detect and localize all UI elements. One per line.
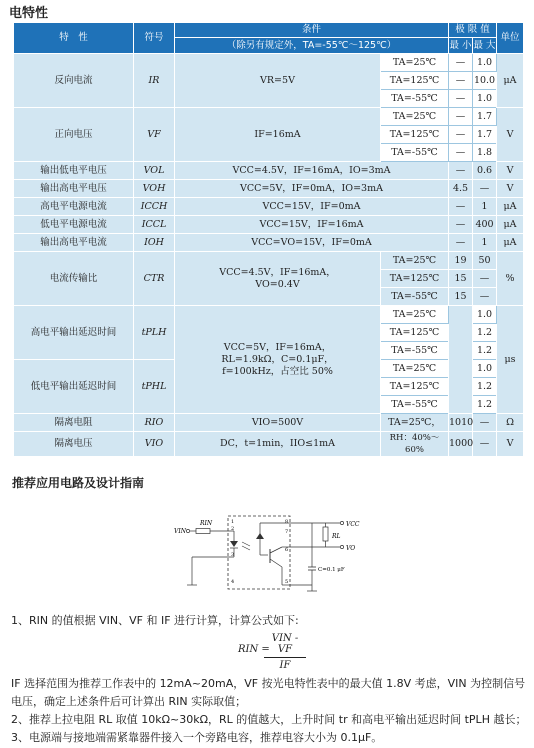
row-vio-unit: V bbox=[497, 432, 524, 457]
package-outline bbox=[228, 516, 290, 589]
row-iccl-symbol: ICCL bbox=[134, 216, 175, 234]
row-ioh-symbol: IOH bbox=[134, 234, 175, 252]
row-tp-cond bbox=[175, 306, 381, 414]
row-vf-min1: — bbox=[449, 108, 473, 126]
row-ir-max3: 1.0 bbox=[473, 90, 497, 108]
row-rio-unit: Ω bbox=[497, 414, 524, 432]
row-ctr-cond-line1: VCC=4.5V，IF=16mA， bbox=[219, 266, 336, 278]
row-rio-symbol: RIO bbox=[134, 414, 175, 432]
row-ctr-t2: TA=125℃ bbox=[381, 270, 449, 288]
pin-2: 2 bbox=[231, 526, 235, 532]
row-vf-cond: IF=16mA bbox=[175, 108, 381, 162]
header-condition: 条件 bbox=[175, 23, 449, 38]
row-tphl-t1: TA=25℃ bbox=[381, 360, 449, 378]
row-vf-t2: TA=125℃ bbox=[381, 126, 449, 144]
row-vol-symbol: VOL bbox=[134, 162, 175, 180]
row-ir-unit: μA bbox=[497, 54, 524, 108]
row-voh-symbol: VOH bbox=[134, 180, 175, 198]
row-icch-name: 高电平电源电流 bbox=[14, 198, 134, 216]
row-ir-min2: — bbox=[449, 72, 473, 90]
section-title-application: 推荐应用电路及设计指南 bbox=[12, 476, 145, 490]
row-vio-t: RH：40%～60% bbox=[381, 432, 449, 457]
row-ir-cond: VR=5V bbox=[175, 54, 381, 108]
row-ctr-min3: 15 bbox=[449, 288, 473, 306]
row-tplh-max1: 1.0 bbox=[473, 306, 497, 324]
label-rl: RL bbox=[332, 533, 341, 540]
row-ctr-max1: 50 bbox=[473, 252, 497, 270]
row-ir-max2: 10.0 bbox=[473, 72, 497, 90]
row-vf-min3: — bbox=[449, 144, 473, 162]
row-tplh-max3: 1.2 bbox=[473, 342, 497, 360]
row-ir-name: 反向电流 bbox=[14, 54, 134, 108]
header-condition-sub: （除另有规定外，TA=-55℃～125℃） bbox=[175, 38, 449, 54]
formula-denominator: IF bbox=[279, 660, 291, 671]
row-rio-t: TA=25℃， bbox=[381, 414, 449, 432]
row-ir-max1: 1.0 bbox=[473, 54, 497, 72]
row-rio-min: 1010 bbox=[449, 414, 473, 432]
pin-8: 8 bbox=[285, 519, 289, 525]
row-tp-cond-line2: RL=1.9kΩ，C=0.1μF， bbox=[221, 353, 334, 365]
pin-6: 6 bbox=[285, 547, 289, 553]
row-voh-name: 输出高电平电压 bbox=[14, 180, 134, 198]
row-iccl-max: 400 bbox=[473, 216, 497, 234]
guide-line-5: 3、电源端与接地端需紧靠器件接入一个旁路电容，推荐电容大小为 0.1μF。 bbox=[11, 731, 383, 744]
row-tphl-max1: 1.0 bbox=[473, 360, 497, 378]
row-tphl-name: 低电平输出延迟时间 bbox=[14, 360, 134, 414]
electrical-characteristics-table bbox=[13, 22, 524, 457]
row-icch-cond: VCC=15V，IF=0mA bbox=[175, 198, 449, 216]
row-ir-t2: TA=125℃ bbox=[381, 72, 449, 90]
row-ir-min3: — bbox=[449, 90, 473, 108]
rl-resistor bbox=[323, 527, 328, 541]
guide-line-1: 1、RIN 的值根据 VIN、VF 和 IF 进行计算，计算公式如下: bbox=[11, 614, 299, 627]
row-ctr-max3: — bbox=[473, 288, 497, 306]
header-unit: 单位 bbox=[497, 23, 524, 54]
row-vio-symbol: VIO bbox=[134, 432, 175, 457]
row-vf-max3: 1.8 bbox=[473, 144, 497, 162]
row-ctr-min2: 15 bbox=[449, 270, 473, 288]
section-title-electrical: 电特性 bbox=[9, 6, 49, 21]
label-vcc: VCC bbox=[346, 521, 360, 528]
row-tplh-t3: TA=-55℃ bbox=[381, 342, 449, 360]
row-iccl-min: — bbox=[449, 216, 473, 234]
header-min: 最 小 bbox=[449, 38, 473, 54]
row-tphl-t3: TA=-55℃ bbox=[381, 396, 449, 414]
guide-line-3: 电压，确定上述条件后可计算出 RIN 实际取值； bbox=[11, 695, 247, 708]
row-ctr-unit: % bbox=[497, 252, 524, 306]
row-ctr-t3: TA=-55℃ bbox=[381, 288, 449, 306]
header-param: 特 性 bbox=[14, 23, 134, 54]
row-vf-unit: V bbox=[497, 108, 524, 162]
row-tplh-t1: TA=25℃ bbox=[381, 306, 449, 324]
row-ctr-t1: TA=25℃ bbox=[381, 252, 449, 270]
label-vin: VIN bbox=[174, 528, 186, 535]
row-vf-name: 正向电压 bbox=[14, 108, 134, 162]
row-vol-unit: V bbox=[497, 162, 524, 180]
row-iccl-unit: μA bbox=[497, 216, 524, 234]
row-tplh-t2: TA=125℃ bbox=[381, 324, 449, 342]
pin-1: 1 bbox=[231, 519, 235, 525]
row-vol-cond: VCC=4.5V，IF=16mA，IO=3mA bbox=[175, 162, 449, 180]
row-rio-name: 隔离电阻 bbox=[14, 414, 134, 432]
row-voh-max: — bbox=[473, 180, 497, 198]
pin-3: 3 bbox=[231, 552, 235, 558]
row-rio-cond: VIO=500V bbox=[175, 414, 381, 432]
row-ctr-cond-line2: VO=0.4V bbox=[255, 278, 300, 290]
application-circuit-diagram bbox=[172, 511, 372, 603]
row-ctr-max2: — bbox=[473, 270, 497, 288]
row-vf-max2: 1.7 bbox=[473, 126, 497, 144]
row-ctr-name: 电流传输比 bbox=[14, 252, 134, 306]
guide-line-2: IF 选择范围为推荐工作表中的 12mA~20mA，VF 按光电特性表中的最大值 1.8V 考虑，VIN 为控制信号 bbox=[11, 677, 526, 690]
row-tp-cond-line1: VCC=5V，IF=16mA， bbox=[223, 341, 332, 353]
row-vol-max: 0.6 bbox=[473, 162, 497, 180]
row-ir-symbol: IR bbox=[134, 54, 175, 108]
row-tphl-symbol: tPHL bbox=[134, 360, 175, 414]
row-tp-cond-line3: f=100kHz，占空比 50% bbox=[222, 365, 333, 377]
row-tp-unit: μs bbox=[497, 306, 524, 414]
row-ctr-cond bbox=[175, 252, 381, 306]
row-voh-cond: VCC=5V，IF=0mA，IO=3mA bbox=[175, 180, 449, 198]
pin-4: 4 bbox=[231, 579, 235, 585]
guide-line-4: 2、推荐上拉电阻 RL 取值 10kΩ~30kΩ，RL 的值越大，上升时间 tr 和高电平输出延迟时间 tPLH 越长； bbox=[11, 713, 527, 726]
formula-numerator: VIN - VF bbox=[271, 633, 299, 655]
row-voh-unit: V bbox=[497, 180, 524, 198]
row-ioh-unit: μA bbox=[497, 234, 524, 252]
formula-lhs: RIN = bbox=[238, 644, 270, 655]
row-icch-symbol: ICCH bbox=[134, 198, 175, 216]
row-ioh-name: 输出高电平电流 bbox=[14, 234, 134, 252]
row-vol-min: — bbox=[449, 162, 473, 180]
row-ir-min1: — bbox=[449, 54, 473, 72]
pin-7: 7 bbox=[285, 529, 289, 535]
header-symbol: 符号 bbox=[134, 23, 175, 54]
vin-terminal bbox=[186, 529, 189, 532]
label-vo: VO bbox=[346, 545, 356, 552]
row-icch-min: — bbox=[449, 198, 473, 216]
row-ioh-max: 1 bbox=[473, 234, 497, 252]
row-rio-max: — bbox=[473, 414, 497, 432]
row-tphl-t2: TA=125℃ bbox=[381, 378, 449, 396]
row-icch-max: 1 bbox=[473, 198, 497, 216]
row-iccl-name: 低电平电源电流 bbox=[14, 216, 134, 234]
row-tphl-max3: 1.2 bbox=[473, 396, 497, 414]
row-tplh-name: 高电平输出延迟时间 bbox=[14, 306, 134, 360]
pin-5: 5 bbox=[285, 579, 289, 585]
rin-resistor bbox=[196, 529, 210, 534]
row-ctr-min1: 19 bbox=[449, 252, 473, 270]
row-ir-t1: TA=25℃ bbox=[381, 54, 449, 72]
row-vio-max: — bbox=[473, 432, 497, 457]
row-vf-t3: TA=-55℃ bbox=[381, 144, 449, 162]
row-vol-name: 输出低电平电压 bbox=[14, 162, 134, 180]
row-vio-cond: DC，t=1min，IIO≤1mA bbox=[175, 432, 381, 457]
row-vf-max1: 1.7 bbox=[473, 108, 497, 126]
row-tplh-max2: 1.2 bbox=[473, 324, 497, 342]
led-symbol bbox=[230, 541, 238, 547]
row-icch-unit: μA bbox=[497, 198, 524, 216]
header-max: 最 大 bbox=[473, 38, 497, 54]
row-tphl-max2: 1.2 bbox=[473, 378, 497, 396]
row-vf-t1: TA=25℃ bbox=[381, 108, 449, 126]
photodiode-symbol bbox=[256, 533, 264, 539]
row-vf-symbol: VF bbox=[134, 108, 175, 162]
row-tplh-symbol: tPLH bbox=[134, 306, 175, 360]
row-vf-min2: — bbox=[449, 126, 473, 144]
row-voh-min: 4.5 bbox=[449, 180, 473, 198]
label-rin: RIN bbox=[200, 520, 213, 527]
row-ioh-cond: VCC=VO=15V，IF=0mA bbox=[175, 234, 449, 252]
header-limit: 极 限 值 bbox=[449, 23, 497, 38]
row-ioh-min: — bbox=[449, 234, 473, 252]
row-iccl-cond: VCC=15V，IF=16mA bbox=[175, 216, 449, 234]
row-ir-t3: TA=-55℃ bbox=[381, 90, 449, 108]
row-vio-min: 1000 bbox=[449, 432, 473, 457]
row-ctr-symbol: CTR bbox=[134, 252, 175, 306]
row-vio-name: 隔离电压 bbox=[14, 432, 134, 457]
row-tp-min bbox=[449, 306, 473, 414]
label-capacitor: C=0.1 μF bbox=[318, 567, 345, 573]
